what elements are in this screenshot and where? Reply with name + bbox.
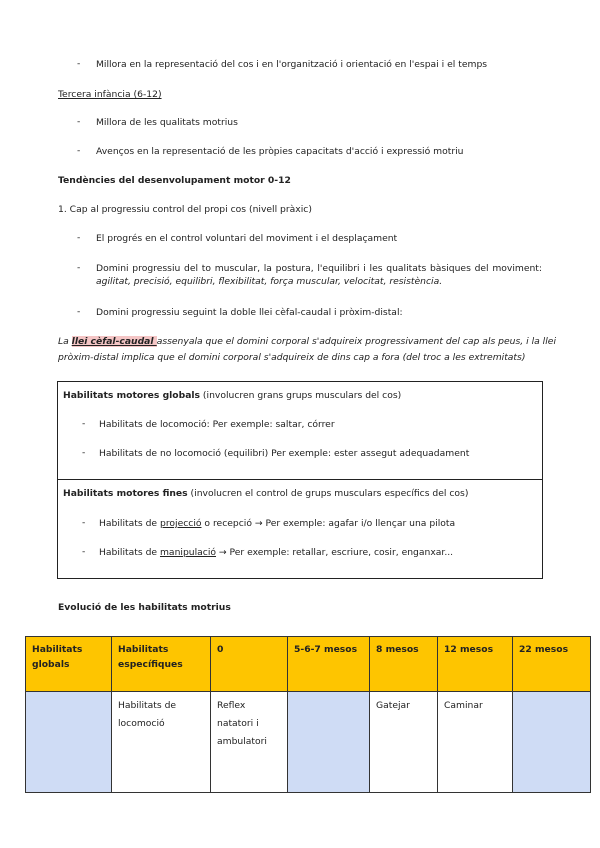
bullet-dash: - xyxy=(77,262,81,273)
bullet-text: Avenços en la representació de les pròpies capacitats d'acció i expressió motriu xyxy=(96,146,464,157)
table-header-row xyxy=(26,637,591,692)
bullet-text xyxy=(99,517,455,530)
bullet-text: Domini progressiu seguint la doble llei cèfal-caudal i pròxim-distal: xyxy=(96,307,403,318)
text-part: Habilitats de xyxy=(99,518,160,529)
numbered-item: 1. Cap al progressiu control del propi cos (nivell pràxic) xyxy=(58,204,312,215)
table-header-cell: 12 mesos xyxy=(438,637,513,692)
section-heading: Tercera infància (6-12) xyxy=(58,89,162,100)
table-header-cell: Habilitats globals xyxy=(26,637,112,692)
table-header-cell: 5-6-7 mesos xyxy=(288,637,370,692)
bullet-dash: - xyxy=(77,58,81,69)
section-heading-bold: Evolució de les habilitats motrius xyxy=(58,602,231,613)
section-heading-bold: Tendències del desenvolupament motor 0-12 xyxy=(58,175,291,186)
underlined-term: projecció xyxy=(159,518,202,529)
bullet-text xyxy=(99,546,453,559)
table-cell: Reflex natatori i ambulatori xyxy=(211,692,288,793)
table-header-cell: 8 mesos xyxy=(370,637,438,692)
globals-heading xyxy=(63,389,401,402)
table-cell: Habilitats de locomoció xyxy=(112,692,211,793)
globals-desc: (involucren grans grups musculars del cos) xyxy=(200,390,402,401)
text-part: o recepció → Per exemple: agafar i/o llençar una pilota xyxy=(201,518,456,529)
note-prefix: La xyxy=(58,336,72,347)
bullet-text: Millora de les qualitats motrius xyxy=(96,117,238,128)
fines-desc: (involucren el control de grups musculars específics del cos) xyxy=(187,488,469,499)
note-line-2: pròxim-distal implica que el domini corporal s'adquireix de dins cap a fora (del troc a les extremitats) xyxy=(58,352,526,363)
table-cell xyxy=(288,692,370,793)
bullet-text: El progrés en el control voluntari del moviment i el desplaçament xyxy=(96,233,398,244)
table-header-cell: 0 xyxy=(211,637,288,692)
evolution-table xyxy=(25,636,591,793)
text-part: Habilitats de xyxy=(99,547,160,558)
qualities-list: agilitat, precisió, equilibri, flexibilitat, força muscular, velocitat, resistència. xyxy=(96,276,443,287)
bullet-text xyxy=(96,262,542,288)
bullet-dash: - xyxy=(82,418,86,429)
bullet-dash: - xyxy=(77,116,81,127)
globals-title: Habilitats motores globals xyxy=(63,390,201,401)
text-part: → Per exemple: retallar, escriure, cosir, enganxar... xyxy=(216,547,454,558)
note-line-1 xyxy=(58,335,556,348)
table-cell: Gatejar xyxy=(370,692,438,793)
bullet-text: Millora en la representació del cos i en l'organització i orientació en l'espai i el temps xyxy=(96,59,488,70)
fines-heading xyxy=(63,487,468,500)
table-cell xyxy=(26,692,112,793)
table-row xyxy=(26,692,591,793)
table-header-cell: Habilitats específiques xyxy=(112,637,211,692)
bullet-lead: Domini progressiu del to muscular, la postura, l'equilibri i les qualitats bàsiques del moviment: xyxy=(96,263,542,274)
table-cell: Caminar xyxy=(438,692,513,793)
highlighted-term: llei cèfal-caudal xyxy=(71,336,157,347)
note-rest: assenyala que el domini corporal s'adquireix progressivament del cap als peus, i la llei xyxy=(156,336,556,347)
fines-title: Habilitats motores fines xyxy=(63,488,188,499)
table-header-cell: 22 mesos xyxy=(513,637,591,692)
bullet-text: Habilitats de locomoció: Per exemple: saltar, córrer xyxy=(99,419,335,430)
bullet-dash: - xyxy=(82,546,86,557)
bullet-dash: - xyxy=(77,232,81,243)
bullet-dash: - xyxy=(82,447,86,458)
box-divider xyxy=(57,479,543,480)
bullet-text: Habilitats de no locomoció (equilibri) Per exemple: ester assegut adequadament xyxy=(99,448,470,459)
underlined-term: manipulació xyxy=(159,547,217,558)
bullet-dash: - xyxy=(82,517,86,528)
bullet-dash: - xyxy=(77,306,81,317)
bullet-dash: - xyxy=(77,145,81,156)
table-cell xyxy=(513,692,591,793)
